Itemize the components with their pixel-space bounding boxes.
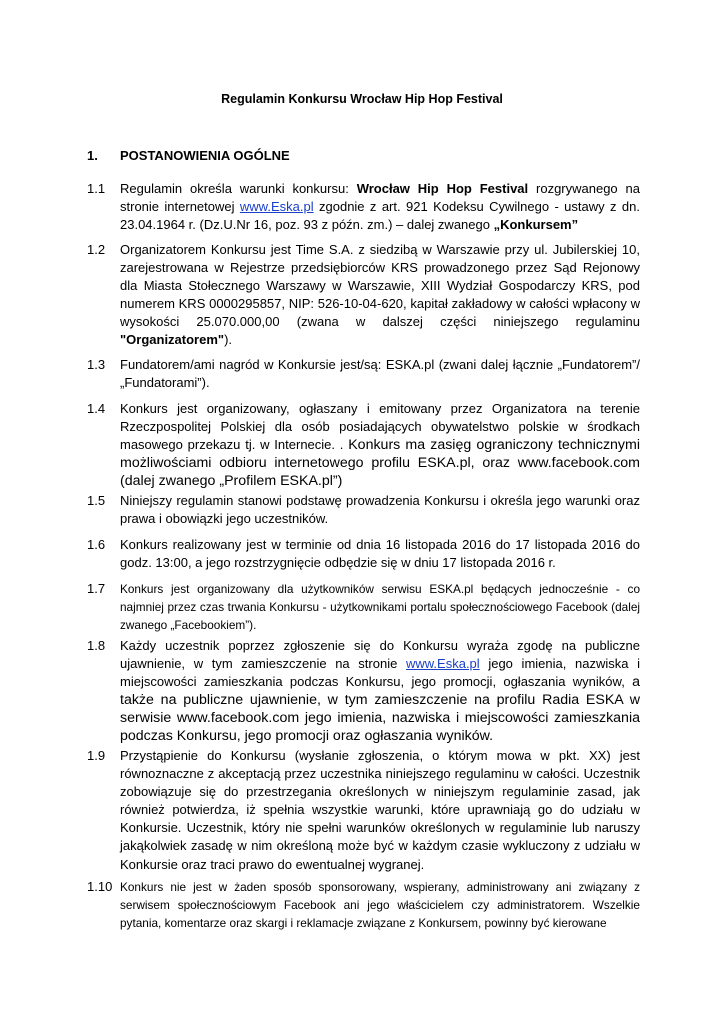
- clause-text: Każdy uczestnik poprzez zgłoszenie się do Konkursu wyraża zgodę na publiczne ujawnienie, w tym zamieszczenie na stronie www.Eska.pl jego imienia, nazwiska i miejscowości zamieszkania podczas Konkursu, jego promocji, ogłaszania wyników, a także na publiczne ujawnienie, w tym zamieszczenie na profilu Radia ESKA w serwisie www.facebook.com jego imienia, nazwiska i miejscowości zamieszkania podczas Konkursu, jego promocji oraz ogłaszania wyników.: [120, 638, 640, 745]
- clause-number: 1.1: [87, 181, 106, 196]
- clause-text: Fundatorem/ami nagród w Konkursie jest/są: ESKA.pl (zwani dalej łącznie „Fundatorem”/„Fundatorami”).: [120, 357, 640, 391]
- clause-number: 1.3: [87, 357, 106, 372]
- clause-number: 1.7: [87, 581, 106, 596]
- clause-1-10: [87, 878, 640, 932]
- clause-number: 1.5: [87, 493, 106, 508]
- clause-number: 1.8: [87, 638, 106, 653]
- organizator-term: "Organizatorem": [120, 332, 225, 348]
- clause-text: Konkurs nie jest w żaden sposób sponsorowany, wspierany, administrowany ani związany z serwisem społecznościowym Facebook ani jego właścicielem czy administratorem. Wszelkie pytania, komentarze oraz skargi i reklamacje związane z Konkursem, powinny być kierowane: [120, 880, 640, 931]
- clause-1-8: [87, 637, 640, 746]
- clause-1-1: [87, 180, 640, 234]
- clause-text: Konkurs jest organizowany dla użytkowników serwisu ESKA.pl będących jednocześnie - co najmniej przez czas trwania Konkursu - użytkownikami portalu społecznościowego Facebook (dalej zwanego „Facebookiem”).: [120, 582, 640, 633]
- document-title: Regulamin Konkursu Wrocław Hip Hop Festival: [221, 92, 503, 106]
- contest-name: Wrocław Hip Hop Festival: [356, 181, 529, 196]
- clause-1-4: [87, 400, 640, 490]
- clause-text: Niniejszy regulamin stanowi podstawę prowadzenia Konkursu i określa jego warunki oraz prawa i obowiązki jego uczestników.: [120, 493, 640, 527]
- eska-link[interactable]: www.Eska.pl: [239, 199, 314, 215]
- clause-number: 1.6: [87, 537, 106, 552]
- section-number: 1.: [87, 148, 98, 163]
- clause-1-3: [87, 356, 640, 392]
- clause-text: Konkurs jest organizowany, ogłaszany i emitowany przez Organizatora na terenie Rzeczpospolitej Polskiej dla osób posiadających obywatelstwo polskie w środkach masowego przekazu tj. w Internecie. . Konkurs ma zasięg ograniczony technicznymi możliwościami odbioru internetowego profilu ESKA.pl, oraz www.facebook.com (dalej zwanego „Profilem ESKA.pl”): [120, 401, 640, 490]
- konkurs-term: „Konkursem”: [493, 217, 579, 233]
- clause-1-7: [87, 580, 640, 634]
- clause-1-5: [87, 492, 640, 528]
- clause-number: 1.10: [87, 879, 113, 894]
- clause-number: 1.9: [87, 748, 106, 763]
- clause-text: Regulamin określa warunki konkursu: Wrocław Hip Hop Festival rozgrywanego na stronie internetowej www.Eska.pl zgodnie z art. 921 Kodeksu Cywilnego - ustawy z dn. 23.04.1964 r. (Dz.U.Nr 16, poz. 93 z późn. zm.) – dalej zwanego „Konkursem”: [120, 181, 640, 233]
- clause-1-6: [87, 536, 640, 572]
- clause-text: Organizatorem Konkursu jest Time S.A. z siedzibą w Warszawie przy ul. Jubilerskiej 10, zarejestrowana w Rejestrze przedsiębiorców KRS prowadzonego przez Sąd Rejonowy dla Miasta Stołecznego Warszawy w Warszawie, XIII Wydział Gospodarczy KRS, pod numerem KRS 0000295857, NIP: 526-10-04-620, kapitał zakładowy w całości wpłacony w wysokości 25.070.000,00 (zwana w dalszej części niniejszego regulaminu "Organizatorem").: [120, 242, 640, 348]
- clause-1-2: [87, 241, 640, 350]
- clause-number: 1.2: [87, 242, 106, 257]
- section-label: POSTANOWIENIA OGÓLNE: [120, 148, 290, 163]
- clause-1-9: [87, 747, 640, 874]
- section-heading: [87, 148, 290, 163]
- eska-link[interactable]: www.Eska.pl: [405, 656, 480, 672]
- clause-text: Konkurs realizowany jest w terminie od dnia 16 listopada 2016 do 17 listopada 2016 do godz. 13:00, a jego rozstrzygnięcie odbędzie się w dniu 17 listopada 2016 r.: [120, 537, 640, 571]
- clause-number: 1.4: [87, 401, 106, 416]
- clause-text: Przystąpienie do Konkursu (wysłanie zgłoszenia, o którym mowa w pkt. XX) jest równoznaczne z akceptacją przez uczestnika niniejszego regulaminu w całości. Uczestnik zobowiązuje się do przestrzegania określonych w niniejszym regulaminie zasad, jak również potwierdza, iż spełnia wszystkie warunki, które uprawniają go do udziału w Konkursie. Uczestnik, który nie spełni warunków określonych w regulaminie lub naruszy jakąkolwiek zasadę w nim określoną może być w każdym czasie wykluczony z udziału w Konkursie oraz traci prawo do ewentualnej wygranej.: [120, 748, 640, 872]
